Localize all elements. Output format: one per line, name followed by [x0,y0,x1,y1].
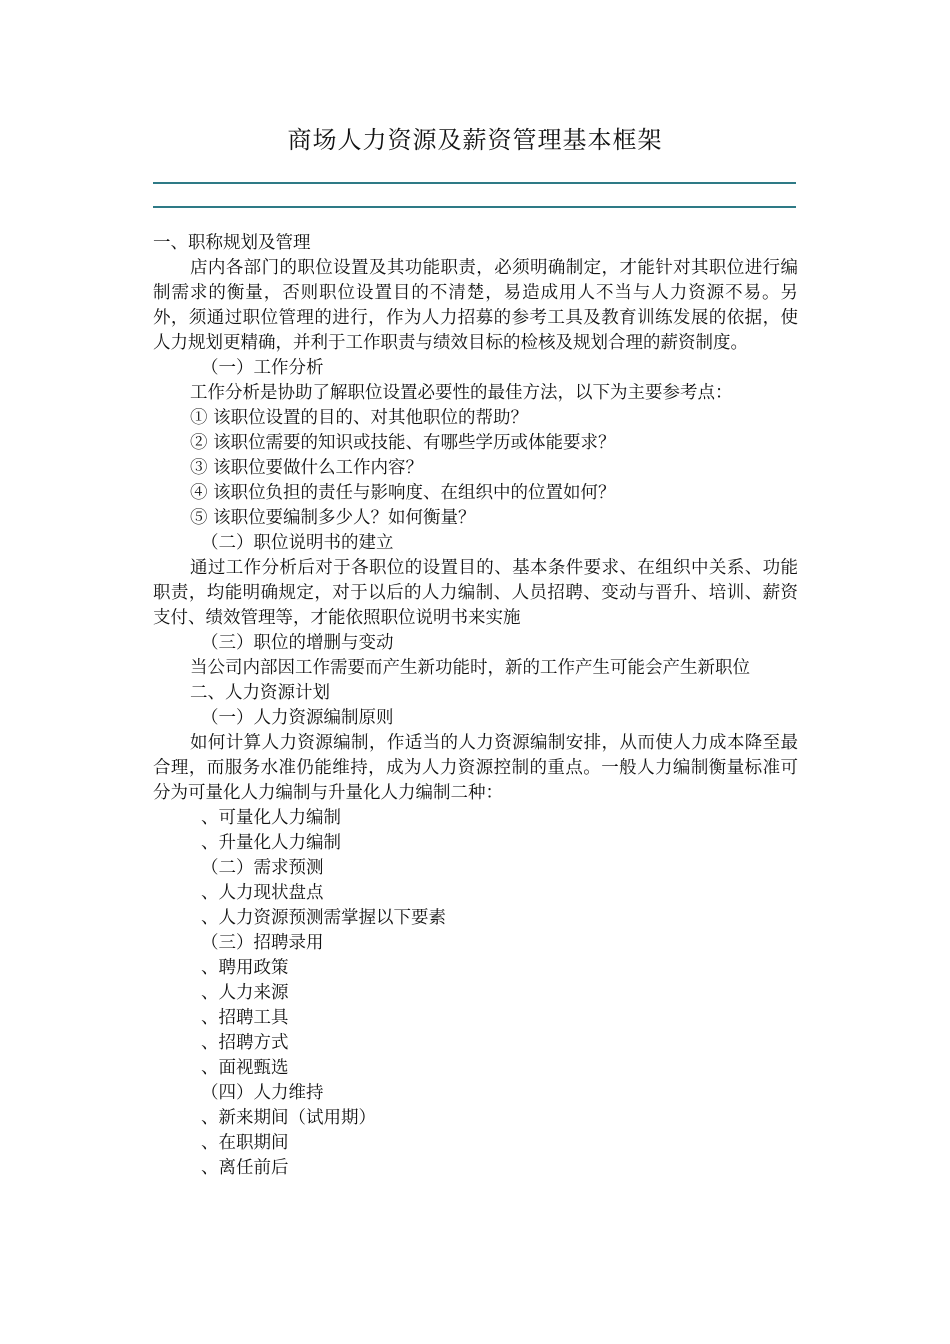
paragraph: 如何计算人力资源编制，作适当的人力资源编制安排，从而使人力成本降至最合理，而服务水准仍能维持，成为人力资源控制的重点。一般人力编制衡量标准可分为可量化人力编制与升量化人力编制二种： [153,733,798,803]
list-item: 、招聘工具 [201,1008,289,1028]
section-heading: 二、人力资源计划 [190,683,330,703]
list-item: 、可量化人力编制 [201,808,341,828]
title-divider-bottom [153,206,796,208]
paragraph: 通过工作分析后对于各职位的设置目的、基本条件要求、在组织中关系、功能职责，均能明确规定，对于以后的人力编制、人员招聘、变动与晋升、培训、薪资支付、绩效管理等，才能依照职位说明书来实施 [153,558,798,628]
subsection-heading: （二）需求预测 [201,858,324,878]
subsection-heading: （二）职位说明书的建立 [201,533,394,553]
subsection-heading: （一）工作分析 [201,358,324,378]
list-item: ① 该职位设置的目的、对其他职位的帮助？ [190,408,529,428]
list-item: 、人力来源 [201,983,289,1003]
subsection-heading: （四）人力维持 [201,1083,324,1103]
list-item: 、人力现状盘点 [201,883,324,903]
paragraph: 当公司内部因工作需要而产生新功能时，新的工作产生可能会产生新职位 [190,658,750,678]
document-title: 商场人力资源及薪资管理基本框架 [287,126,663,154]
paragraph: 店内各部门的职位设置及其功能职责，必须明确制定，才能针对其职位进行编制需求的衡量，否则职位设置目的不清楚，易造成用人不当与人力资源不易。另外，须通过职位管理的进行，作为人力招募的参考工具及教育训练发展的依据，使人力规划更精确，并利于工作职责与绩效目标的检核及规划合理的薪资制度。 [153,258,798,353]
subsection-heading: （一）人力资源编制原则 [201,708,394,728]
section-heading: 一、职称规划及管理 [153,233,311,253]
subsection-heading: （三）职位的增删与变动 [201,633,394,653]
list-item: 、新来期间（试用期） [201,1108,376,1128]
list-item: 、离任前后 [201,1158,289,1178]
list-item: ② 该职位需要的知识或技能、有哪些学历或体能要求？ [190,433,616,453]
subsection-heading: （三）招聘录用 [201,933,324,953]
list-item: 、人力资源预测需掌握以下要素 [201,908,446,928]
title-divider-top [153,182,796,184]
list-item: 、聘用政策 [201,958,289,978]
paragraph: 工作分析是协助了解职位设置必要性的最佳方法，以下为主要参考点： [190,383,733,403]
list-item: 、升量化人力编制 [201,833,341,853]
document-body [153,231,798,1181]
list-item: ④ 该职位负担的责任与影响度、在组织中的位置如何？ [190,483,616,503]
list-item: 、在职期间 [201,1133,289,1153]
list-item: ③ 该职位要做什么工作内容？ [190,458,424,478]
list-item: 、面视甄选 [201,1058,289,1078]
list-item: 、招聘方式 [201,1033,289,1053]
list-item: ⑤ 该职位要编制多少人？如何衡量？ [190,508,476,528]
